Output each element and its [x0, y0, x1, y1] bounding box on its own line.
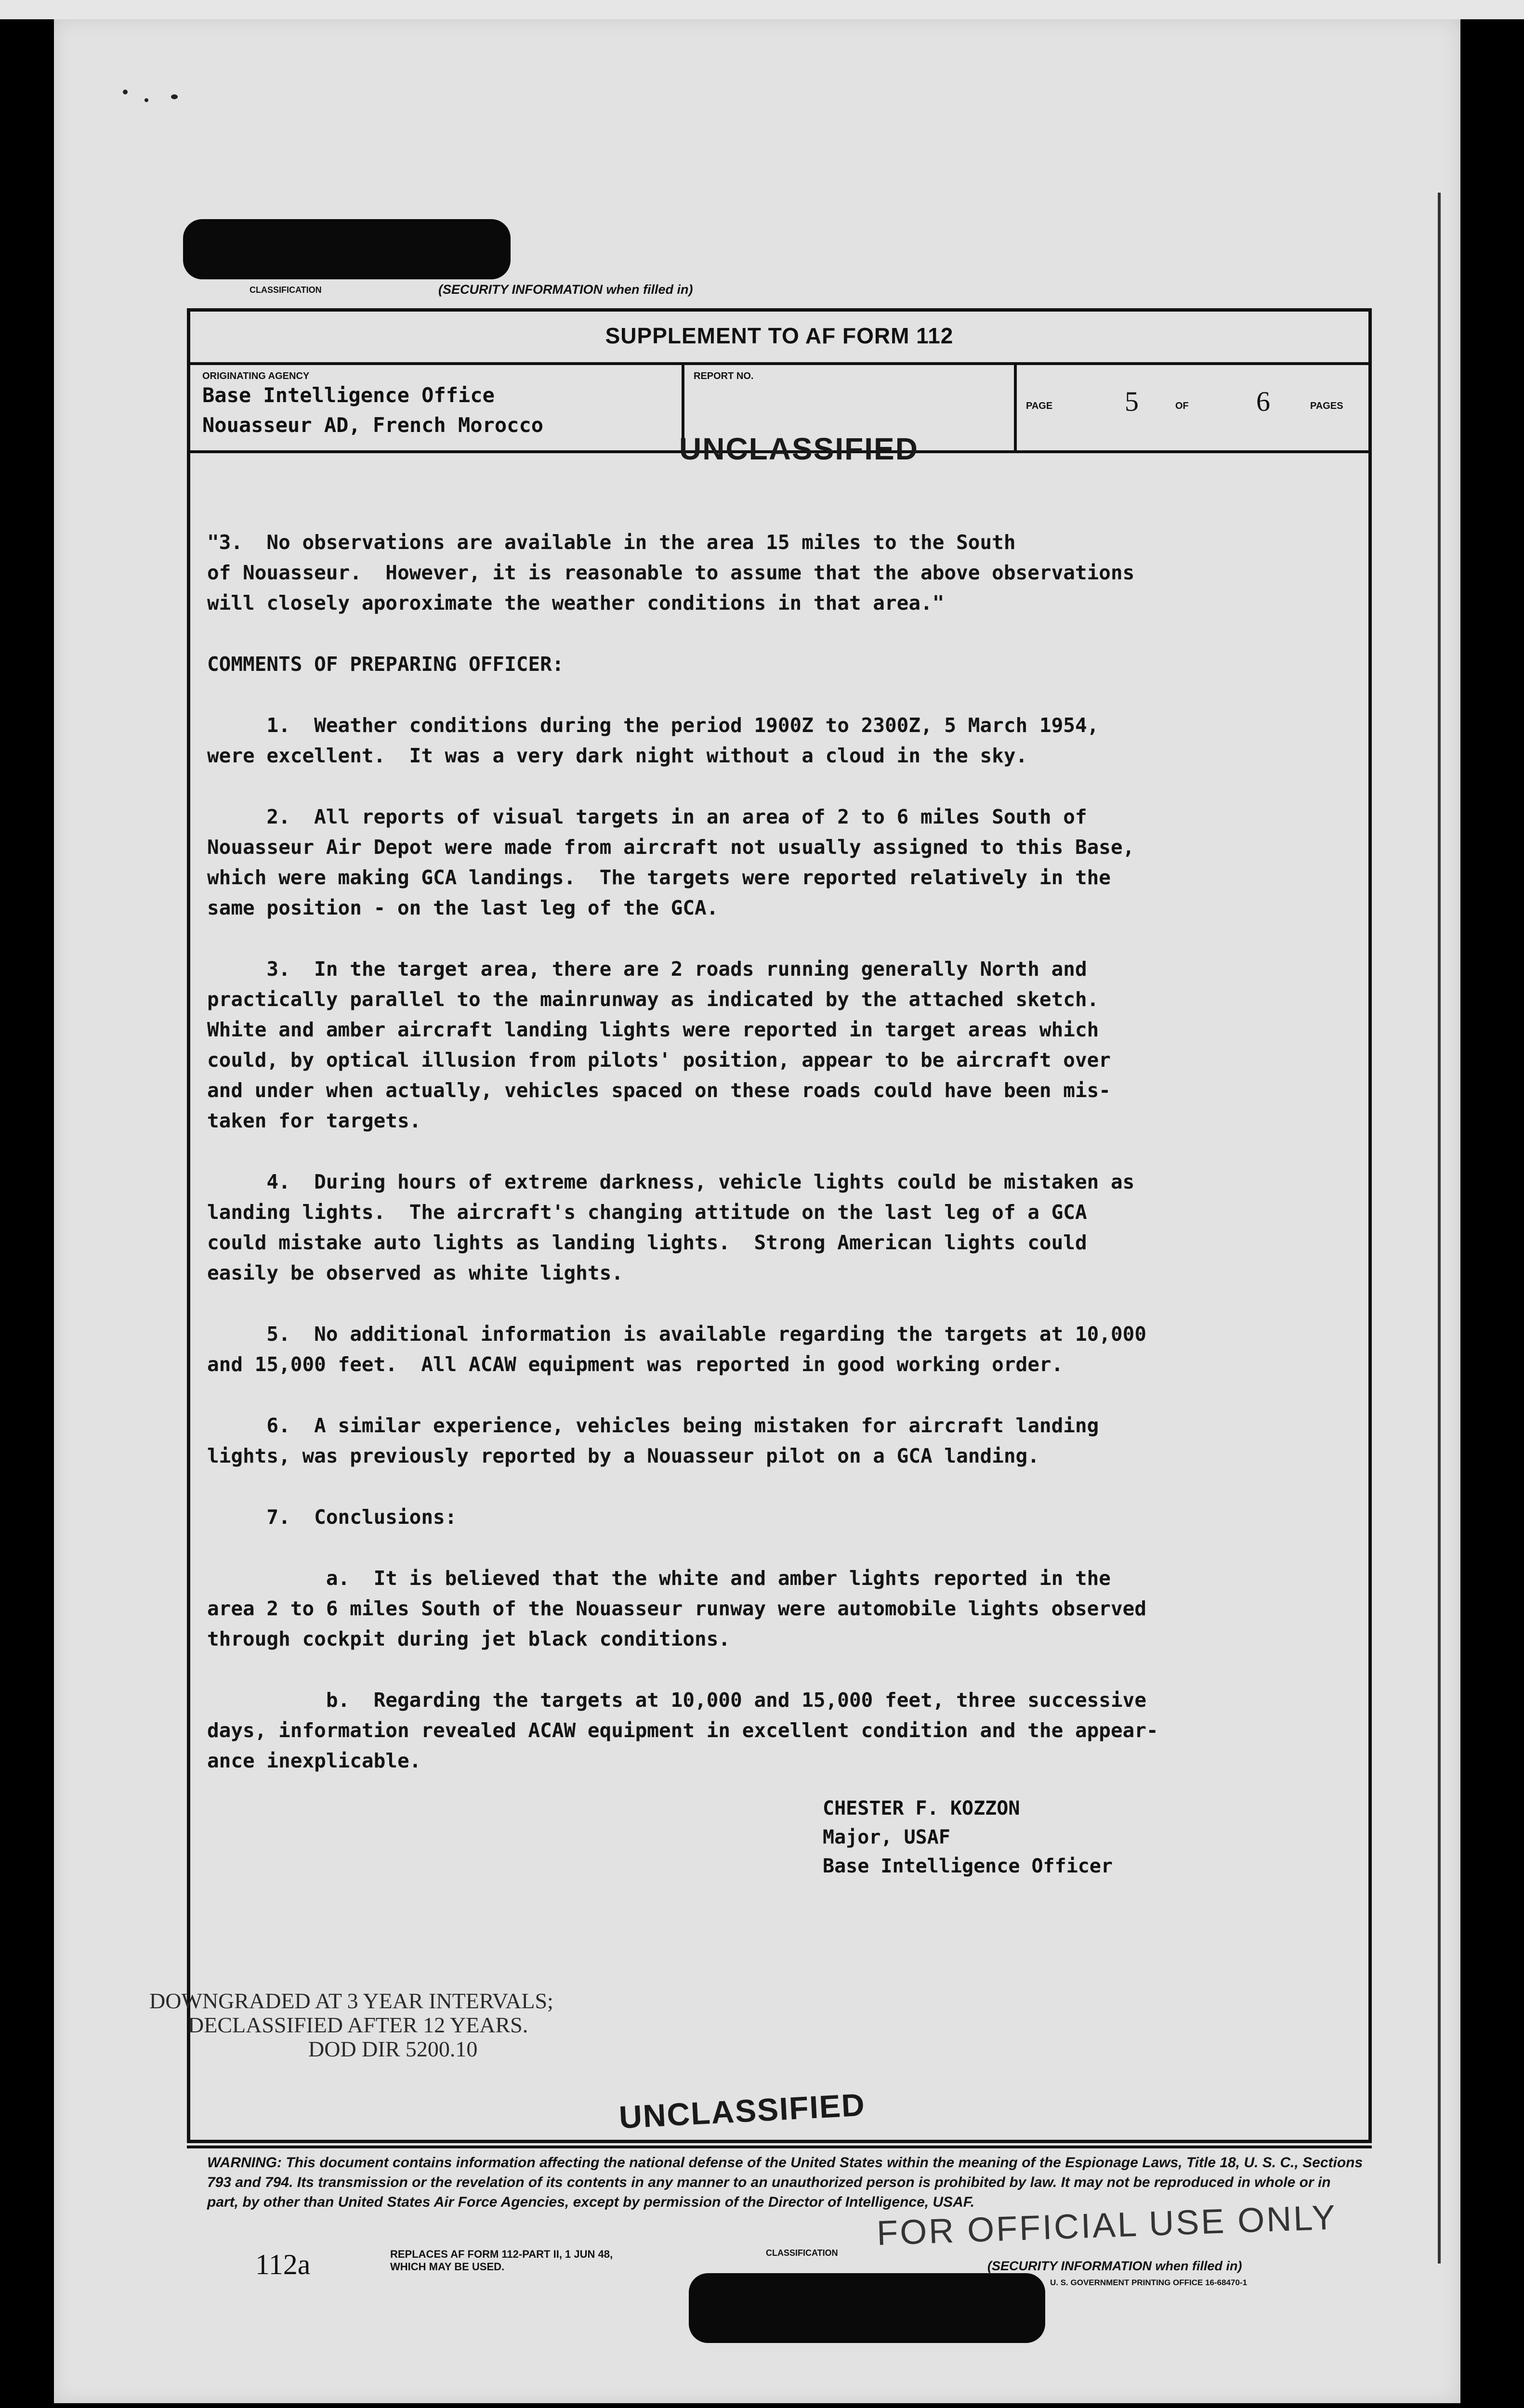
- gpo-imprint: U. S. GOVERNMENT PRINTING OFFICE 16-68470-1: [1050, 2278, 1248, 2287]
- comment-4: 4. During hours of extreme darkness, vehicle lights could be mistaken as landing lights. The aircraft's changing attitude on the last leg of a GCA could mistake auto lights as landing lights. Strong American lights could easily be observed as white lights.: [207, 1170, 1135, 1284]
- document-body: [207, 527, 1363, 1807]
- comment-5: 5. No additional information is available regarding the targets at 10,000 and 15,000 feet. All ACAW equipment was reported in good working order.: [207, 1322, 1147, 1376]
- pages-label: PAGES: [1310, 401, 1343, 411]
- signer-rank: Major, USAF: [823, 1826, 950, 1848]
- originating-agency-label: ORIGINATING AGENCY: [202, 371, 310, 381]
- for-official-use-stamp: FOR OFFICIAL USE ONLY: [876, 2198, 1338, 2253]
- conclusion-b: b. Regarding the targets at 10,000 and 15,000 feet, three successive days, information revealed ACAW equipment in excellent condition and the appear- ance inexplicable.: [207, 1688, 1158, 1772]
- downgrade-line-1: DOWNGRADED AT 3 YEAR INTERVALS;: [149, 1989, 553, 2013]
- replaces-note: REPLACES AF FORM 112-PART II, 1 JUN 48, WHICH MAY BE USED.: [390, 2248, 613, 2273]
- scan-top-strip: [0, 0, 1524, 19]
- warning-notice: WARNING: This document contains information affecting the national defense of the United States within the meaning of the Espionage Laws, Title 18, U. S. C., Sections 793 and 794. Its transmission or the revelation of its contents in any manner to an unauthorized person is prohibited by law. It may not be reproduced in whole or in part, by other than United States Air Force Agencies, except by permission of the Director of Intelligence, USAF.: [207, 2155, 1363, 2210]
- of-label: OF: [1175, 401, 1189, 411]
- comment-6: 6. A similar experience, vehicles being mistaken for aircraft landing lights, was previously reported by a Nouasseur pilot on a GCA landing.: [207, 1414, 1099, 1467]
- signer-title: Base Intelligence Officer: [823, 1855, 1113, 1877]
- frame-divider: [1014, 362, 1017, 452]
- redaction-top: [183, 219, 511, 279]
- form-number: 112a: [255, 2249, 311, 2280]
- header-classification-label: CLASSIFICATION: [250, 285, 322, 295]
- form-title: SUPPLEMENT TO AF FORM 112: [605, 323, 954, 348]
- downgrade-line-3: DOD DIR 5200.10: [308, 2037, 478, 2061]
- speck: [145, 98, 148, 102]
- comment-2: 2. All reports of visual targets in an area of 2 to 6 miles South of Nouasseur Air Depot were made from aircraft not usually assigned to this Base, which were making GCA landings. The targets were reported relatively in the same position - on the last leg of the GCA.: [207, 805, 1135, 919]
- speck: [171, 94, 178, 99]
- speck: [123, 90, 128, 94]
- total-pages: 6: [1256, 386, 1270, 417]
- page-number: 5: [1125, 386, 1139, 417]
- comment-3: 3. In the target area, there are 2 roads running generally North and practically parallel to the mainrunway as indicated by the attached sketch. White and amber aircraft landing lights were reported in target areas which could, by optical illusion from pilots' position, appear to be aircraft over and under when actually, vehicles spaced on these roads could have been mis- taken for targets.: [207, 957, 1111, 1132]
- signer-name: CHESTER F. KOZZON: [823, 1797, 1020, 1819]
- unclassified-stamp-top: UNCLASSIFIED: [679, 432, 919, 466]
- agency-line-2: Nouasseur AD, French Morocco: [202, 413, 544, 437]
- redaction-bottom: [689, 2273, 1045, 2343]
- unclassified-stamp-bottom: UNCLASSIFIED: [618, 2086, 867, 2135]
- agency-line-1: Base Intelligence Office: [202, 383, 495, 407]
- page-label: PAGE: [1026, 401, 1053, 411]
- comments-heading: COMMENTS OF PREPARING OFFICER:: [207, 653, 564, 676]
- signature-block: [823, 1794, 1113, 1881]
- downgrade-line-2: DECLASSIFIED AFTER 12 YEARS.: [188, 2013, 528, 2037]
- comment-1: 1. Weather conditions during the period 1900Z to 2300Z, 5 March 1954, were excellent. It was a very dark night without a cloud in the sky.: [207, 714, 1099, 767]
- header-security-info: (SECURITY INFORMATION when filled in): [438, 282, 693, 297]
- footer-security-info: (SECURITY INFORMATION when filled in): [987, 2259, 1242, 2273]
- report-no-label: REPORT NO.: [694, 371, 754, 381]
- footer-divider: [187, 2146, 1372, 2148]
- quoted-paragraph-3: "3. No observations are available in the area 15 miles to the South of Nouasseur. However, it is reasonable to assume that the above observations will closely aporoximate the weather conditions in that area.": [207, 531, 1135, 615]
- conclusion-a: a. It is believed that the white and amber lights reported in the area 2 to 6 miles South of the Nouasseur runway were automobile lights observed through cockpit during jet black conditions.: [207, 1567, 1147, 1650]
- footer-classification-label: CLASSIFICATION: [766, 2248, 838, 2258]
- scan-edge-line: [1438, 193, 1441, 2264]
- comment-7: 7. Conclusions:: [207, 1505, 457, 1529]
- frame-divider: [187, 362, 1372, 365]
